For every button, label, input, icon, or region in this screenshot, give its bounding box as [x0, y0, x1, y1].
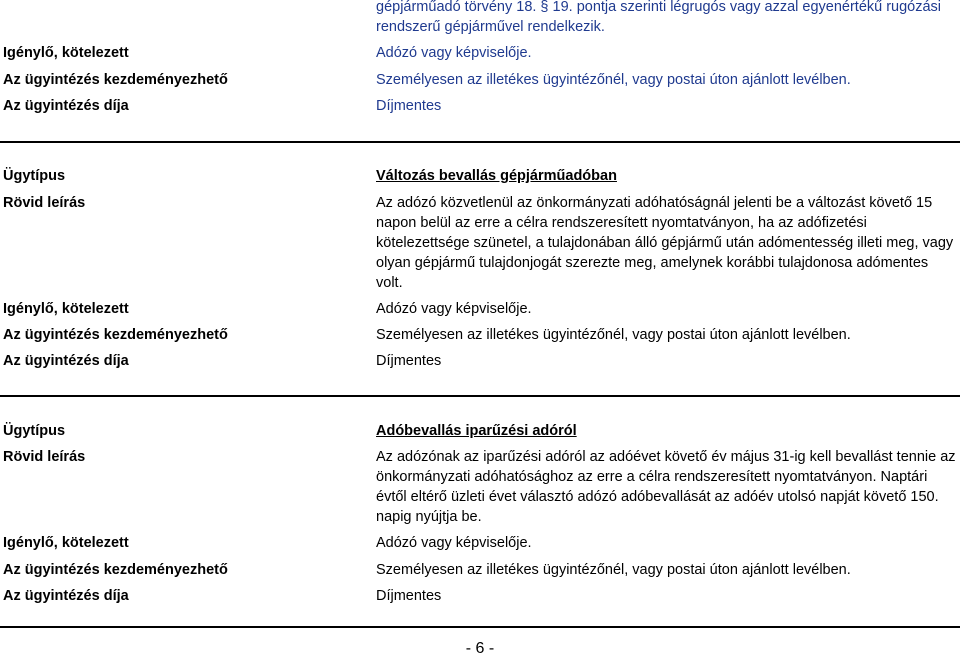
short-description-text: Az adózónak az iparűzési adóról az adóévet követő év május 31-ig kell bevallást tennie az önkormányzati adóhatósághoz az erre a célra rendszeresített nyomtatványon. Naptári évtől eltérő üzleti évet választó adózó adóbevallását az adóév utolsó napját követő 150. napig nyújtja be.	[376, 449, 956, 525]
initiation-value: Személyesen az illetékes ügyintézőnél, vagy postai úton ajánlott levélben.	[376, 562, 851, 578]
top-description-line2: rendszerű gépjárművel rendelkezik.	[376, 19, 605, 35]
short-description-text: Az adózó közvetlenül az önkormányzati adóhatóságnál jelenti be a változást követő 15 napon belül az erre a célra rendszeresített nyomtatványon, ha az adófizetési kötelezettsége szünetel, a tulajdonában álló gépjármű után adómentesség illeti meg, vagy olyan gépjármű tulajdonjogát szerezte meg, amelynek korábbi tulajdonosa adómentes volt.	[376, 195, 954, 291]
fee-value: Díjmentes	[376, 588, 442, 604]
applicant-label: Igénylő, kötelezett	[3, 535, 129, 551]
section-divider	[0, 141, 960, 143]
case-type-label: Ügytípus	[3, 423, 66, 439]
top-initiation-value: Személyesen az illetékes ügyintézőnél, vagy postai úton ajánlott levélben.	[376, 72, 851, 88]
applicant-value: Adózó vagy képviselője.	[376, 535, 532, 551]
top-fee-label: Az ügyintézés díja	[3, 98, 129, 114]
footer-divider	[0, 626, 960, 628]
case-type-title: Változás bevallás gépjárműadóban	[376, 168, 617, 184]
applicant-label: Igénylő, kötelezett	[3, 301, 129, 317]
initiation-label: Az ügyintézés kezdeményezhető	[3, 562, 228, 578]
short-description-label: Rövid leírás	[3, 195, 86, 211]
top-description-line1: gépjárműadó törvény 18. § 19. pontja szerinti légrugós vagy azzal egyenértékű rugózási	[376, 0, 942, 15]
case-type-label: Ügytípus	[3, 168, 66, 184]
fee-label: Az ügyintézés díja	[3, 353, 129, 369]
fee-label: Az ügyintézés díja	[3, 588, 129, 604]
page-number: - 6 -	[465, 640, 495, 657]
top-initiation-label: Az ügyintézés kezdeményezhető	[3, 72, 228, 88]
section-divider	[0, 395, 960, 397]
initiation-value: Személyesen az illetékes ügyintézőnél, vagy postai úton ajánlott levélben.	[376, 327, 851, 343]
fee-value: Díjmentes	[376, 353, 442, 369]
case-type-title: Adóbevallás iparűzési adóról	[376, 423, 577, 439]
top-applicant-value: Adózó vagy képviselője.	[376, 45, 532, 61]
applicant-value: Adózó vagy képviselője.	[376, 301, 532, 317]
top-applicant-label: Igénylő, kötelezett	[3, 45, 129, 61]
short-description-label: Rövid leírás	[3, 449, 86, 465]
top-fee-value: Díjmentes	[376, 98, 442, 114]
initiation-label: Az ügyintézés kezdeményezhető	[3, 327, 228, 343]
